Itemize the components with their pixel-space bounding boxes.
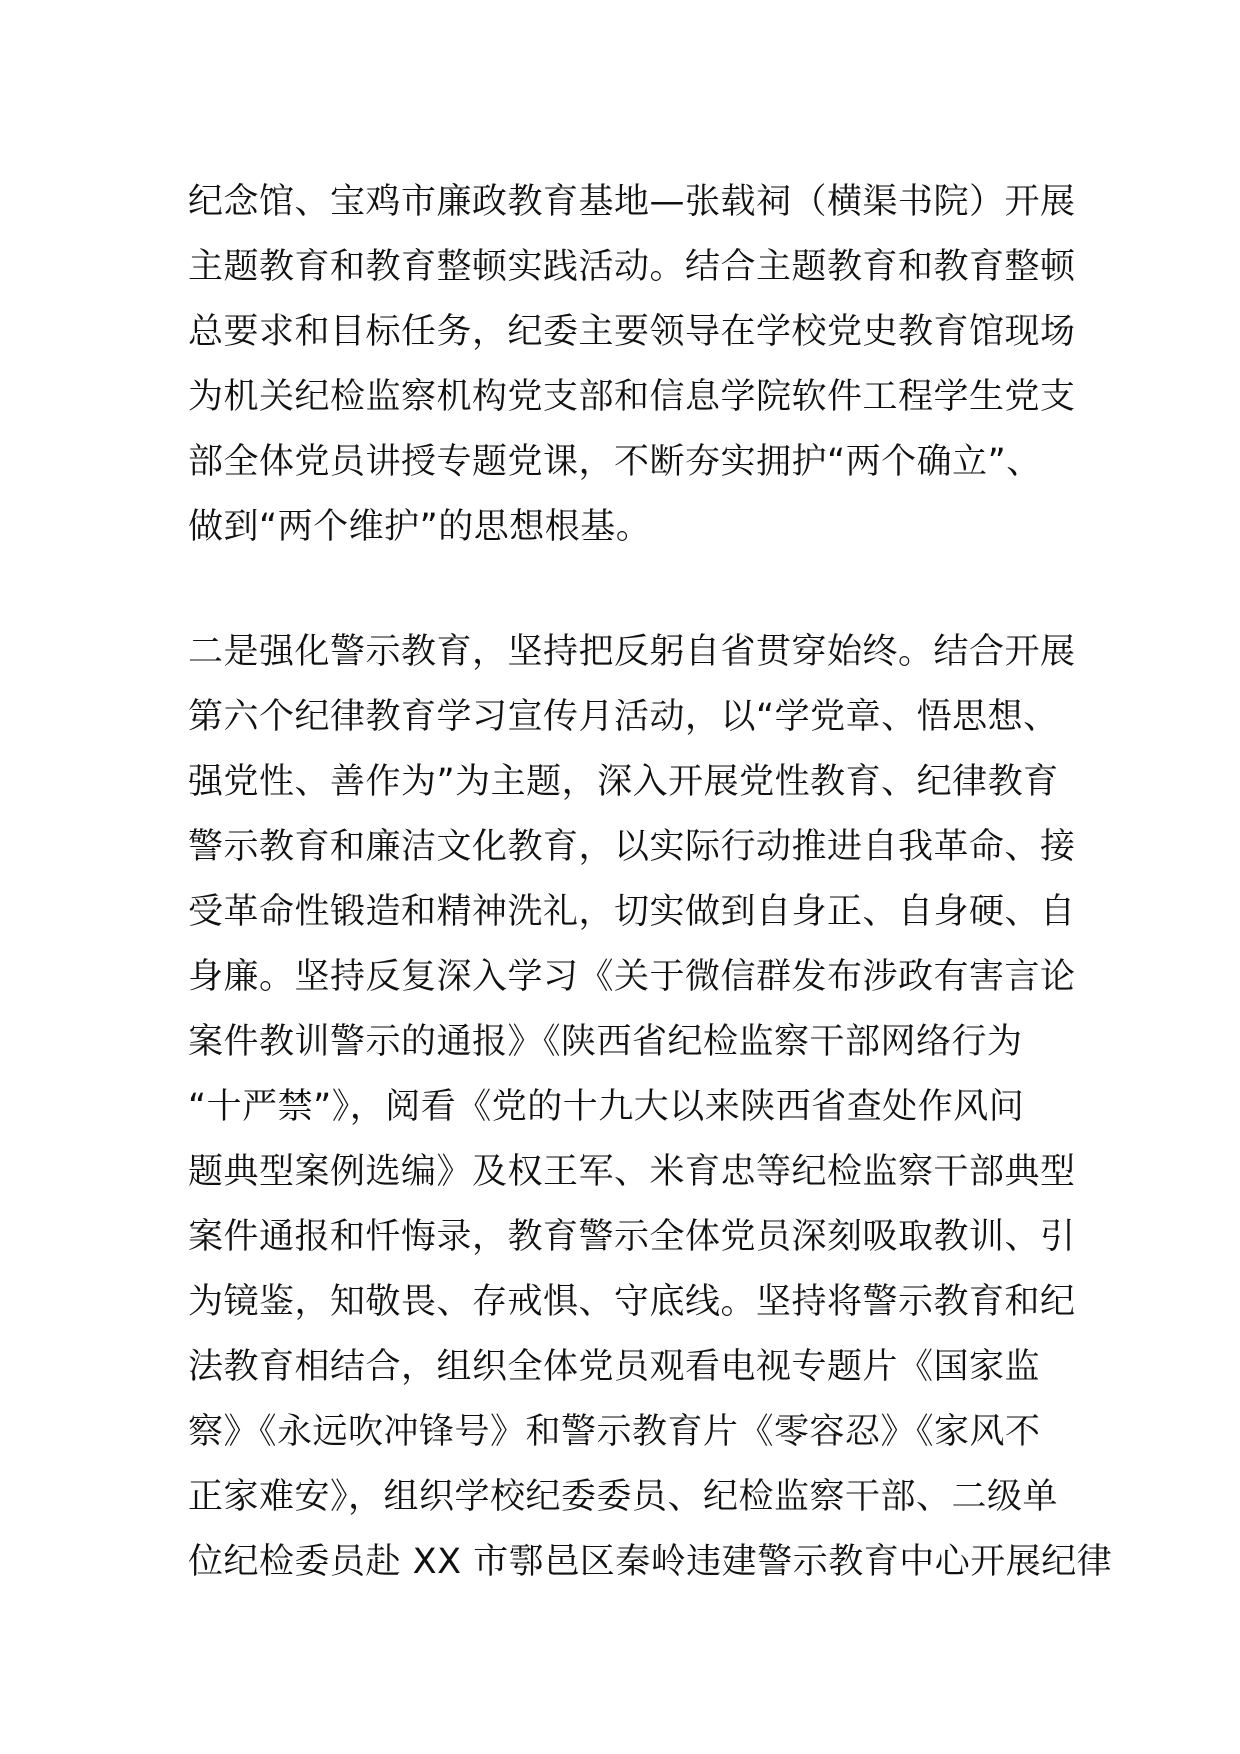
text-line: 法教育相结合，组织全体党员观看电视专题片《国家监 [188,1347,1041,1387]
text-line: 二是强化警示教育，坚持把反躬自省贯穿始终。结合开展 [188,632,1076,672]
text-line: 强党性、善作为”为主题，深入开展党性教育、纪律教育 [188,762,1059,802]
text-line: “十严禁”》，阅看《党的十九大以来陕西省查处作风问 [188,1087,1025,1127]
text-line: 察》《永远吹冲锋号》和警示教育片《零容忍》《家风不 [188,1412,1041,1452]
text-line: 受革命性锻造和精神洗礼，切实做到自身正、自身硬、自 [188,892,1076,932]
text-line: 部全体党员讲授专题党课，不断夯实拥护“两个确立”、 [188,442,1042,482]
paragraph-1 [188,170,1076,560]
text-line: 第六个纪律教育学习宣传月活动，以“学党章、悟思想、 [188,697,1059,737]
text-line: 身廉。坚持反复深入学习《关于微信群发布涉政有害言论 [188,957,1076,997]
text-line: 正家难安》，组织学校纪委委员、纪检监察干部、二级单 [188,1477,1059,1517]
paragraph-2 [188,620,1113,1595]
text-line: 纪念馆、宝鸡市廉政教育基地—张载祠（横渠书院）开展 [188,182,1076,222]
text-line: 题典型案例选编》及权王军、米育忠等纪检监察干部典型 [188,1152,1076,1192]
text-line: 案件教训警示的通报》《陕西省纪检监察干部网络行为 [188,1022,1023,1062]
text-line: 位纪检委员赴 XX 市鄠邑区秦岭违建警示教育中心开展纪律 [188,1542,1113,1582]
text-line: 警示教育和廉洁文化教育，以实际行动推进自我革命、接 [188,827,1076,867]
text-line: 总要求和目标任务，纪委主要领导在学校党史教育馆现场 [188,312,1076,352]
text-line: 为镜鉴，知敬畏、存戒惧、守底线。坚持将警示教育和纪 [188,1282,1076,1322]
text-line: 做到“两个维护”的思想根基。 [188,507,652,547]
text-line: 为机关纪检监察机构党支部和信息学院软件工程学生党支 [188,377,1076,417]
text-line: 主题教育和教育整顿实践活动。结合主题教育和教育整顿 [188,247,1076,287]
text-line: 案件通报和忏悔录，教育警示全体党员深刻吸取教训、引 [188,1217,1076,1257]
